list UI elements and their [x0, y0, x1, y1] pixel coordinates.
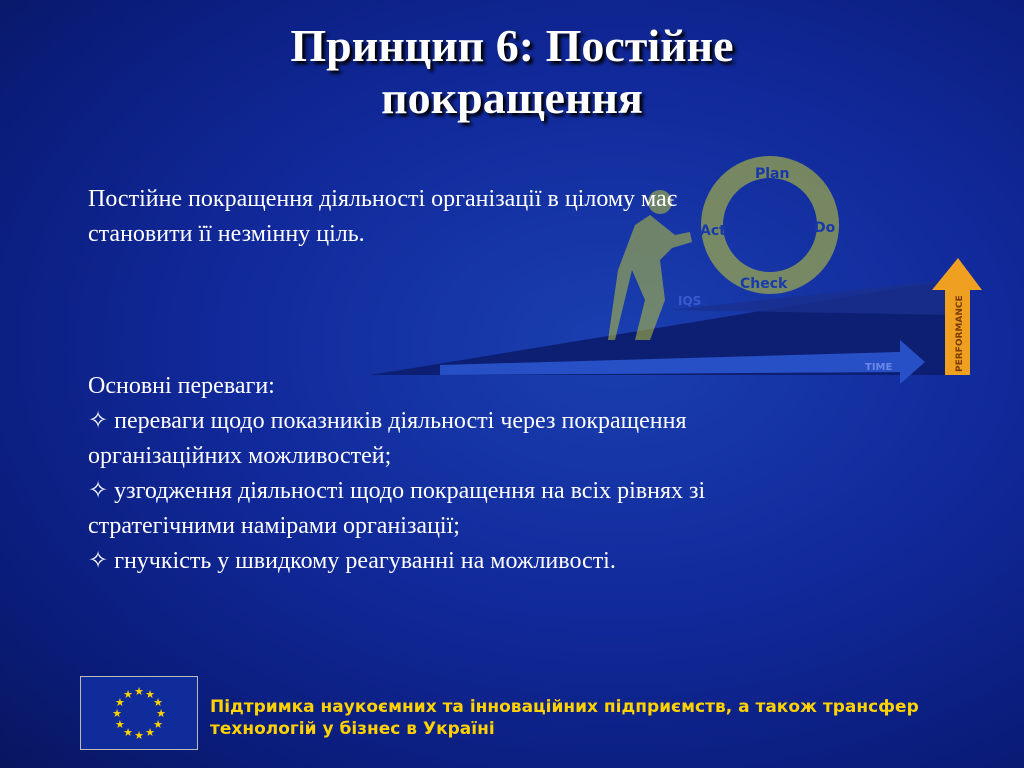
benefit-1-line-2: організаційних можливостей;: [88, 443, 392, 469]
cycle-label-check: Check: [740, 276, 788, 292]
eu-flag-icon: [80, 676, 198, 750]
cycle-label-plan: Plan: [755, 166, 790, 182]
intro-line-2: становити її незмінну ціль.: [88, 221, 365, 247]
footer-caption: [210, 696, 1000, 740]
benefit-2-line-2: стратегічними намірами організації;: [88, 513, 460, 539]
benefit-3-line-1: ✧ гнучкість у швидкому реагуванні на можливості.: [88, 548, 616, 574]
improvement-diagram: [360, 140, 1000, 390]
footer-line-2: технологій у бізнес в Україні: [210, 719, 495, 739]
cycle-label-act: Act: [700, 223, 726, 239]
eu-star-icon: ★: [114, 718, 125, 731]
iqs-label: IQS: [678, 294, 702, 308]
eu-star-icon: ★: [123, 726, 133, 740]
eu-star-icon: ★: [123, 687, 133, 701]
cycle-label-do: Do: [814, 220, 836, 236]
intro-line-1: Постійне покращення діяльності організації в цілому має: [88, 186, 678, 212]
footer-line-1: Підтримка наукоємних та інноваційних підприємств, а також трансфер: [210, 697, 919, 717]
benefits-list: [88, 369, 888, 579]
benefit-2-line-1: ✧ узгодження діяльності щодо покращення на всіх рівнях зі: [88, 478, 706, 504]
eu-star-icon: ★: [114, 696, 125, 709]
eu-star-icon: ★: [153, 696, 164, 709]
eu-star-icon: ★: [134, 729, 144, 742]
title-line-1: Принцип 6: Постійне: [290, 20, 734, 71]
benefit-1-line-1: ✧ переваги щодо показників діяльності через покращення: [88, 408, 687, 434]
eu-star-icon: ★: [153, 718, 164, 731]
eu-star-icon: ★: [145, 687, 155, 701]
eu-star-icon: ★: [156, 707, 166, 720]
benefits-heading: Основні переваги:: [88, 373, 275, 399]
time-label: TIME: [865, 362, 893, 373]
eu-star-icon: ★: [134, 685, 144, 698]
eu-star-icon: ★: [145, 726, 155, 740]
performance-label: PERFORMANCE: [955, 295, 965, 372]
eu-stars: [81, 677, 197, 749]
slide-title: [0, 20, 1024, 124]
intro-paragraph: [88, 182, 848, 252]
title-line-2: покращення: [381, 72, 643, 123]
iqs-wedge: [670, 280, 950, 315]
eu-star-icon: ★: [112, 707, 122, 720]
